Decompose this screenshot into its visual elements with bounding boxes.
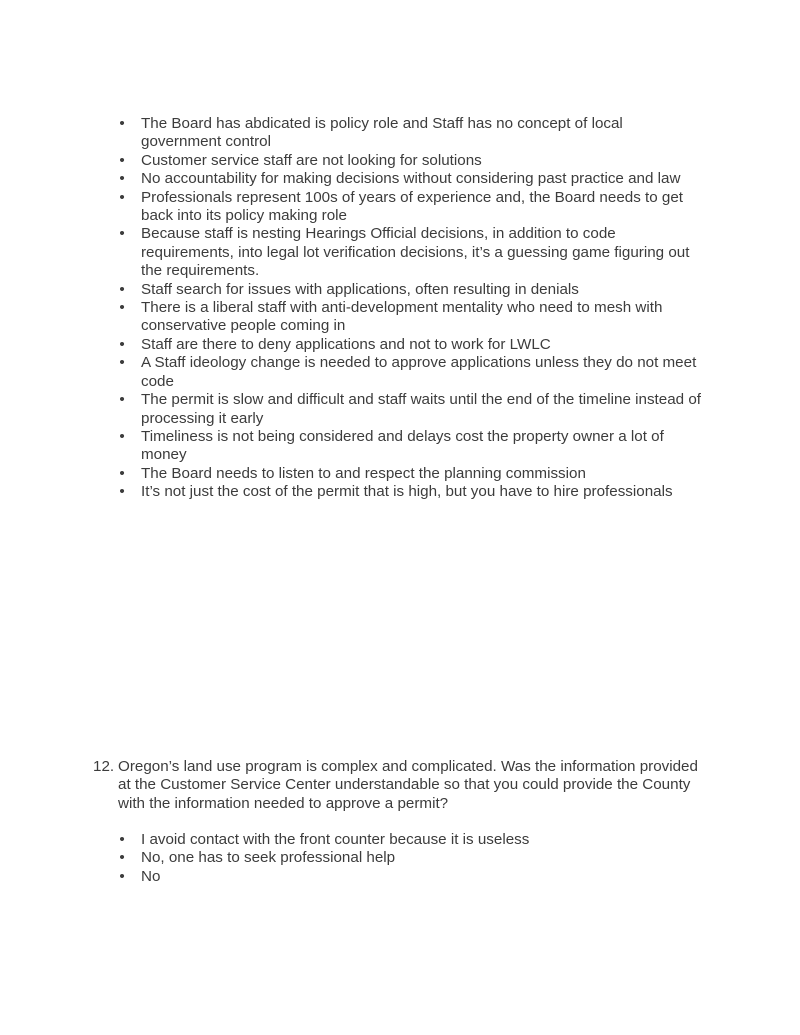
list-item-text: No, one has to seek professional help [141,849,396,867]
list-item [0,428,706,465]
list-item [0,391,706,428]
question-number: 12. [93,758,115,775]
list-item [0,299,706,336]
list-item-text: A Staff ideology change is needed to approve applications unless they do not meet code [141,354,697,390]
bullet-icon: • [119,867,125,885]
list-item-text: The permit is slow and difficult and staff waits until the end of the timeline instead of processing it early [141,391,701,427]
list-item-text: Professionals represent 100s of years of experience and, the Board needs to get back into its policy making role [141,188,684,225]
bullet-icon: • [119,115,125,132]
bullet-icon: • [119,280,125,298]
list-item [0,868,706,886]
list-item [0,170,706,188]
list-item [0,849,706,867]
list-item-text: It’s not just the cost of the permit that is high, but you have to hire professionals [141,483,673,501]
comments-list [0,115,800,502]
list-item-text: Customer service staff are not looking for solutions [141,151,482,169]
bullet-icon: • [119,849,125,867]
list-item [0,281,706,299]
bullet-icon: • [119,354,125,372]
list-item [0,152,706,170]
question-text: Oregon’s land use program is complex and complicated. Was the information provided at the Customer Service Center understandable so that you could provide the County with the information needed to approve a permit? [118,758,698,812]
list-item-text: The Board needs to listen to and respect the planning commission [141,464,586,482]
list-item-text: I avoid contact with the front counter because it is useless [141,831,530,848]
list-item [0,336,706,354]
bullet-icon: • [119,391,125,409]
list-item [0,831,706,849]
bullet-icon: • [119,188,125,206]
bullet-icon: • [119,170,125,188]
list-item [0,225,706,280]
bullet-icon: • [119,831,125,848]
bullet-icon: • [119,427,125,445]
answers-list [0,831,800,886]
list-item-text: Because staff is nesting Hearings Official decisions, in addition to code requirements, into legal lot verification decisions, it’s a guessing game figuring out the requirements. [141,225,690,280]
list-item-text: No [141,867,161,885]
list-item-text: Staff are there to deny applications and not to work for LWLC [141,335,551,353]
bullet-icon: • [119,483,125,501]
list-item-text: Timeliness is not being considered and delays cost the property owner a lot of money [141,427,664,464]
bullet-icon: • [119,225,125,243]
list-item [0,189,706,226]
list-item [0,115,706,152]
list-item-text: No accountability for making decisions without considering past practice and law [141,170,681,188]
bullet-icon: • [119,464,125,482]
list-item [0,483,706,501]
list-item-text: The Board has abdicated is policy role and Staff has no concept of local government control [141,115,623,151]
bullet-icon: • [119,335,125,353]
list-item-text: There is a liberal staff with anti-development mentality who need to mesh with conservative people coming in [141,299,663,335]
list-item [0,354,706,391]
bullet-icon: • [119,151,125,169]
list-item-text: Staff search for issues with applications, often resulting in denials [141,280,579,298]
list-item [0,465,706,483]
bullet-icon: • [119,299,125,317]
